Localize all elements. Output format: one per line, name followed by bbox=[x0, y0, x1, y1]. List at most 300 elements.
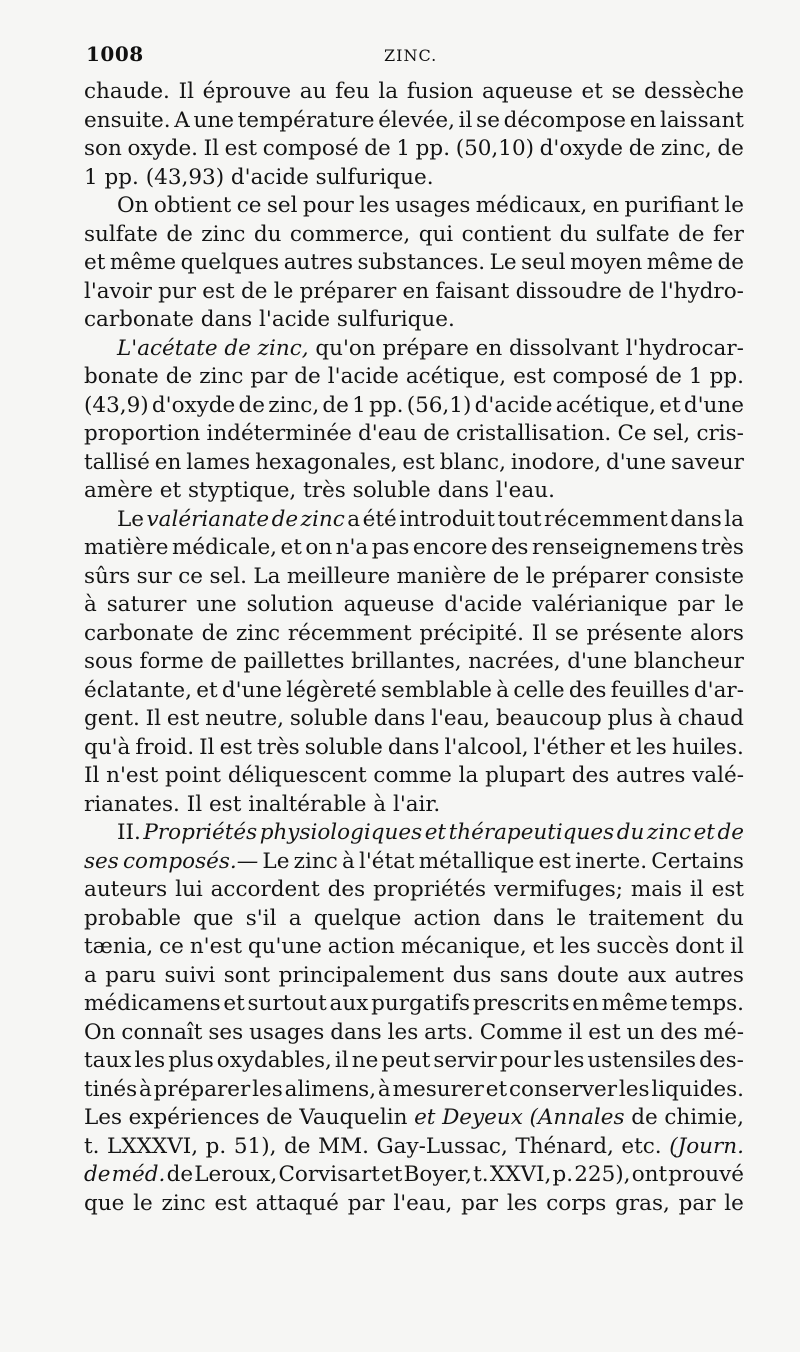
word: attaqué bbox=[255, 1190, 339, 1216]
word: composé bbox=[262, 136, 359, 161]
word: et bbox=[84, 250, 106, 275]
word: pour bbox=[302, 193, 354, 218]
word: légèreté bbox=[286, 677, 377, 703]
word: est bbox=[538, 848, 571, 874]
word: amère bbox=[84, 478, 153, 503]
word: On bbox=[117, 193, 149, 218]
word: le bbox=[724, 193, 744, 218]
word: l'hydro- bbox=[660, 278, 744, 304]
word: par bbox=[250, 364, 288, 389]
word: très bbox=[257, 734, 300, 760]
word: thérapeutiques bbox=[448, 820, 615, 845]
word: dans bbox=[200, 307, 253, 332]
word: zinc, bbox=[257, 335, 309, 361]
word: A bbox=[174, 107, 190, 133]
word: liquides. bbox=[651, 1076, 744, 1102]
word: d'acide bbox=[230, 164, 309, 190]
word: de bbox=[655, 364, 682, 389]
word: prescrits bbox=[472, 991, 570, 1016]
word: autres bbox=[616, 763, 686, 788]
word: dont bbox=[675, 934, 725, 959]
word: peut bbox=[381, 1048, 431, 1073]
word: usages bbox=[249, 1019, 325, 1045]
word: usages bbox=[395, 193, 471, 218]
word: il bbox=[458, 107, 473, 133]
word: de bbox=[423, 421, 450, 446]
word: de bbox=[166, 1162, 194, 1187]
word: à bbox=[341, 848, 355, 874]
word: inodore, bbox=[510, 449, 602, 475]
word: meilleure bbox=[286, 563, 391, 589]
text-line bbox=[84, 249, 744, 278]
word: en bbox=[572, 991, 599, 1016]
word: l'avoir bbox=[84, 278, 152, 304]
word: encore bbox=[412, 535, 488, 560]
word: récemment bbox=[544, 506, 668, 532]
word: suivi bbox=[164, 962, 216, 988]
word: sont bbox=[223, 962, 271, 988]
word: lui bbox=[175, 877, 203, 902]
word: dans bbox=[492, 905, 545, 931]
word: accordent bbox=[210, 877, 320, 902]
word: ne bbox=[351, 1048, 379, 1073]
word: d'une bbox=[567, 649, 628, 674]
word: des bbox=[568, 677, 607, 703]
word: plupart bbox=[485, 763, 566, 788]
word: un bbox=[626, 1019, 655, 1045]
text-line bbox=[84, 135, 744, 164]
word: on bbox=[305, 535, 333, 560]
word: qui bbox=[418, 221, 454, 247]
word: dus bbox=[452, 962, 492, 988]
word: d'acide bbox=[444, 592, 523, 617]
word: faisant bbox=[435, 278, 510, 304]
word: obtient bbox=[153, 193, 232, 218]
word: chimie, bbox=[664, 1105, 744, 1130]
word: très bbox=[303, 478, 346, 503]
word: sulfate bbox=[84, 221, 158, 247]
word: l'eau. bbox=[495, 478, 555, 503]
word: à bbox=[138, 1076, 152, 1102]
word: proportion bbox=[84, 421, 201, 446]
word: valérianique bbox=[532, 592, 668, 617]
word: sel, bbox=[652, 421, 691, 446]
word: connaît bbox=[121, 1019, 203, 1045]
word: et bbox=[581, 79, 603, 104]
word: servir bbox=[433, 1048, 497, 1073]
word: (50,10) bbox=[455, 136, 535, 161]
word: les bbox=[636, 734, 667, 760]
word: surtout bbox=[247, 991, 327, 1016]
word: médicaux, bbox=[475, 193, 588, 218]
word: Il bbox=[84, 763, 100, 788]
word: rianates. bbox=[84, 791, 180, 817]
word: le bbox=[724, 592, 744, 617]
word: l'eau, bbox=[431, 706, 491, 731]
word: composé bbox=[552, 364, 649, 389]
word: chaud bbox=[677, 706, 744, 731]
text-line bbox=[84, 1133, 744, 1162]
word: des bbox=[327, 877, 366, 902]
word: sous bbox=[84, 649, 133, 674]
word: 1 bbox=[396, 136, 411, 161]
word: propriétés bbox=[373, 877, 487, 902]
word: la bbox=[378, 79, 399, 104]
word: les bbox=[553, 1048, 585, 1073]
word: de bbox=[84, 1162, 111, 1187]
word: corps bbox=[546, 1190, 607, 1216]
running-title: ZINC. bbox=[384, 46, 438, 65]
word: pp. bbox=[415, 136, 451, 161]
word: pp. bbox=[369, 392, 404, 418]
word: Il bbox=[186, 791, 203, 817]
word: oxydables, bbox=[216, 1048, 332, 1073]
word: paillettes bbox=[243, 649, 345, 674]
word: brillantes, bbox=[351, 649, 462, 674]
word: conserver bbox=[508, 1076, 617, 1102]
word: cristallisation. bbox=[455, 421, 612, 446]
word: Les bbox=[84, 1105, 123, 1130]
word: Vauquelin bbox=[299, 1105, 408, 1130]
word: même bbox=[646, 250, 713, 275]
word: carbonate bbox=[84, 620, 194, 646]
word: les bbox=[506, 1190, 538, 1216]
word: à bbox=[373, 791, 387, 817]
word: mesurer bbox=[392, 1076, 484, 1102]
word: une bbox=[196, 592, 237, 617]
word: éprouve bbox=[202, 79, 292, 104]
word: autres bbox=[674, 962, 744, 988]
word: seul bbox=[521, 250, 566, 275]
text-line bbox=[84, 278, 744, 307]
body-text bbox=[84, 78, 744, 1218]
word: même bbox=[601, 991, 668, 1016]
text-line bbox=[84, 620, 744, 649]
word: est bbox=[208, 791, 242, 817]
word: du bbox=[253, 221, 282, 247]
word: n'est bbox=[106, 763, 159, 788]
word: de bbox=[364, 136, 391, 161]
word: (43,9) bbox=[84, 392, 149, 418]
word: LXXXVI, bbox=[107, 1133, 199, 1159]
text-line bbox=[84, 962, 744, 991]
word: ce bbox=[178, 563, 204, 589]
word: à bbox=[658, 706, 672, 731]
text-line bbox=[84, 990, 744, 1019]
word: styptique, bbox=[188, 478, 297, 503]
word: de bbox=[492, 563, 520, 589]
word: prouvé bbox=[668, 1162, 744, 1187]
word: manière bbox=[396, 563, 487, 589]
word: 225), bbox=[574, 1162, 631, 1187]
word: tinés bbox=[84, 1076, 138, 1102]
text-line bbox=[84, 363, 744, 392]
text-line bbox=[84, 819, 744, 848]
word: et bbox=[414, 1105, 436, 1130]
word: Il bbox=[199, 734, 215, 760]
word: pour bbox=[499, 1048, 551, 1073]
word: lames bbox=[186, 449, 251, 475]
word: le bbox=[273, 278, 294, 304]
word: t. bbox=[473, 1162, 489, 1187]
word: l'air. bbox=[392, 791, 441, 817]
word: préparer bbox=[299, 278, 397, 304]
word: point bbox=[165, 763, 222, 788]
text-line bbox=[84, 449, 744, 478]
word: feuilles bbox=[610, 677, 690, 703]
word: de bbox=[717, 820, 744, 845]
word: précipité. bbox=[419, 620, 524, 646]
word: de bbox=[631, 1105, 658, 1130]
word: Thénard, bbox=[515, 1133, 614, 1159]
word: du bbox=[716, 905, 744, 931]
word: p. bbox=[205, 1133, 227, 1159]
word: de bbox=[201, 620, 229, 646]
word: principalement bbox=[278, 962, 445, 988]
text-line bbox=[84, 933, 744, 962]
word: est bbox=[711, 877, 744, 902]
word: ustensiles bbox=[587, 1048, 697, 1073]
word: vermifuges; bbox=[494, 877, 623, 902]
word: t. bbox=[84, 1133, 100, 1159]
text-line bbox=[84, 420, 744, 449]
word: dans bbox=[437, 478, 490, 503]
text-line bbox=[84, 1161, 744, 1190]
word: n'est bbox=[189, 934, 242, 959]
word: traitement bbox=[588, 905, 705, 931]
word: il bbox=[334, 1048, 349, 1073]
word: valé- bbox=[692, 763, 744, 788]
word: a bbox=[288, 905, 302, 931]
word: sur bbox=[136, 563, 172, 589]
word: a bbox=[84, 962, 97, 988]
text-line bbox=[84, 563, 744, 592]
word: neutre, bbox=[205, 706, 285, 731]
word: quelque bbox=[313, 905, 402, 931]
word: tænia, bbox=[84, 934, 154, 959]
word: de bbox=[294, 364, 321, 389]
word: et bbox=[381, 1162, 403, 1187]
word: présente bbox=[586, 620, 683, 646]
word: soluble bbox=[289, 706, 368, 731]
word: métallique bbox=[418, 848, 535, 874]
word: dans bbox=[670, 506, 722, 532]
text-line bbox=[84, 1076, 744, 1105]
word: Leroux, bbox=[194, 1162, 278, 1187]
word: des bbox=[571, 763, 610, 788]
word: de bbox=[266, 1105, 293, 1130]
word: gras, bbox=[615, 1190, 670, 1216]
word: zinc bbox=[161, 1190, 206, 1216]
word: Il bbox=[531, 620, 548, 646]
word: ensuite. bbox=[84, 107, 171, 133]
word: son bbox=[84, 136, 122, 161]
word: beaucoup bbox=[495, 706, 602, 731]
word: préparer bbox=[153, 1076, 251, 1102]
word: (56,1) bbox=[406, 392, 472, 418]
word: a bbox=[347, 506, 361, 532]
word: se bbox=[611, 79, 636, 104]
word: méd. bbox=[111, 1162, 166, 1187]
word: Corvisart bbox=[278, 1162, 380, 1187]
word: substances. bbox=[357, 250, 486, 275]
word: pp. bbox=[104, 164, 139, 190]
word: par bbox=[461, 1190, 499, 1216]
text-line bbox=[84, 477, 744, 506]
text-line bbox=[84, 677, 744, 706]
word: taux bbox=[84, 1048, 132, 1073]
word: à bbox=[84, 592, 97, 617]
word: de bbox=[165, 364, 193, 389]
word: valérianate bbox=[146, 506, 270, 532]
word: en bbox=[629, 107, 657, 133]
text-line bbox=[84, 705, 744, 734]
word: déliquescent bbox=[227, 763, 367, 788]
word: de bbox=[628, 278, 655, 304]
text-line bbox=[84, 335, 744, 364]
word: l'hydrocar- bbox=[625, 335, 744, 361]
word: sulfurique. bbox=[315, 164, 434, 190]
word: temps. bbox=[670, 991, 744, 1016]
text-line bbox=[84, 392, 744, 421]
word: pp. bbox=[709, 364, 744, 389]
word: Il bbox=[178, 79, 194, 104]
word: solution bbox=[246, 592, 334, 617]
word: et bbox=[159, 478, 182, 503]
word: du bbox=[616, 820, 645, 845]
word: au bbox=[299, 79, 327, 104]
word: Propriétés bbox=[143, 820, 258, 845]
word: renseignemens bbox=[531, 535, 698, 560]
word: d'acide bbox=[474, 392, 553, 418]
word: par bbox=[678, 1190, 716, 1216]
word: par bbox=[347, 1190, 385, 1216]
word: il bbox=[730, 934, 744, 959]
word: médicale, bbox=[171, 535, 277, 560]
word: introduit bbox=[399, 506, 495, 532]
text-line bbox=[84, 648, 744, 677]
word: zinc, bbox=[660, 136, 712, 161]
word: n'a bbox=[335, 535, 369, 560]
word: très bbox=[701, 535, 744, 560]
word: une bbox=[193, 107, 234, 133]
word: qu'une bbox=[247, 934, 322, 959]
word: Deyeux bbox=[442, 1105, 523, 1130]
word: les bbox=[387, 1019, 419, 1045]
word: feu bbox=[335, 79, 370, 104]
word: 1 bbox=[352, 392, 366, 418]
word: et bbox=[223, 991, 245, 1016]
word: blanc, bbox=[439, 449, 506, 475]
word: qu'on bbox=[315, 335, 376, 361]
word: 1 bbox=[84, 164, 98, 190]
word: Il bbox=[145, 706, 162, 731]
text-line bbox=[84, 762, 744, 791]
word: carbonate bbox=[84, 307, 194, 332]
word: aqueuse bbox=[343, 592, 435, 617]
word: sans bbox=[499, 962, 549, 988]
text-line bbox=[84, 1019, 744, 1048]
word: huiles. bbox=[671, 734, 744, 760]
word: semblable bbox=[381, 677, 492, 703]
word: les bbox=[618, 1076, 650, 1102]
word: il bbox=[568, 1019, 583, 1045]
text-line bbox=[84, 1104, 744, 1133]
word: Certains bbox=[651, 848, 744, 874]
word: d'oxyde bbox=[539, 136, 624, 161]
word: les bbox=[252, 1076, 283, 1102]
word: ses bbox=[208, 1019, 244, 1045]
word: Le bbox=[489, 250, 517, 275]
word: d'une bbox=[606, 449, 667, 475]
word: alimens, bbox=[284, 1076, 377, 1102]
word: Ce bbox=[617, 421, 647, 446]
text-line bbox=[84, 791, 744, 820]
word: purgatifs bbox=[371, 991, 471, 1016]
word: action bbox=[327, 934, 395, 959]
word: à bbox=[377, 1076, 391, 1102]
word: zinc bbox=[293, 848, 338, 874]
word: s'il bbox=[245, 905, 277, 931]
word: tout bbox=[497, 506, 542, 532]
word: p. bbox=[552, 1162, 574, 1187]
word: 51), bbox=[233, 1133, 277, 1159]
word: le bbox=[724, 1190, 744, 1216]
word: préparer bbox=[551, 563, 649, 589]
word: composés.— bbox=[123, 848, 259, 874]
word: moyen bbox=[570, 250, 643, 275]
word: il bbox=[689, 877, 704, 902]
word: d'ar- bbox=[693, 677, 744, 703]
word: plus bbox=[168, 1048, 214, 1073]
word: de bbox=[271, 506, 299, 532]
word: fer bbox=[712, 221, 744, 247]
word: d'une bbox=[221, 677, 282, 703]
word: Il bbox=[203, 136, 220, 161]
word: en bbox=[592, 193, 620, 218]
word: paru bbox=[105, 962, 157, 988]
word: et bbox=[693, 820, 715, 845]
word: de bbox=[240, 278, 268, 304]
word: du bbox=[559, 221, 588, 247]
word: l'eau, bbox=[393, 1190, 453, 1216]
word: de bbox=[628, 136, 656, 161]
word: succès bbox=[596, 934, 670, 959]
word: d'eau bbox=[358, 421, 418, 446]
word: forme bbox=[139, 649, 204, 674]
word: et bbox=[424, 820, 447, 845]
word: contient bbox=[461, 221, 552, 247]
word: les bbox=[134, 1048, 166, 1073]
word: température bbox=[237, 107, 375, 133]
word: Le bbox=[262, 848, 290, 874]
text-line bbox=[84, 876, 744, 905]
word: mais bbox=[630, 877, 683, 902]
word: médicamens bbox=[84, 991, 221, 1016]
word: de bbox=[238, 392, 266, 418]
word: en bbox=[475, 335, 503, 361]
word: la bbox=[724, 506, 744, 532]
word: mé- bbox=[703, 1019, 744, 1045]
word: arts. bbox=[424, 1019, 474, 1045]
word: aux bbox=[329, 991, 369, 1016]
word: le bbox=[556, 905, 577, 931]
word: les bbox=[359, 193, 390, 218]
word: se bbox=[476, 107, 500, 133]
word: sel. bbox=[209, 563, 247, 589]
word: matière bbox=[84, 535, 169, 560]
word: zinc bbox=[235, 620, 281, 646]
